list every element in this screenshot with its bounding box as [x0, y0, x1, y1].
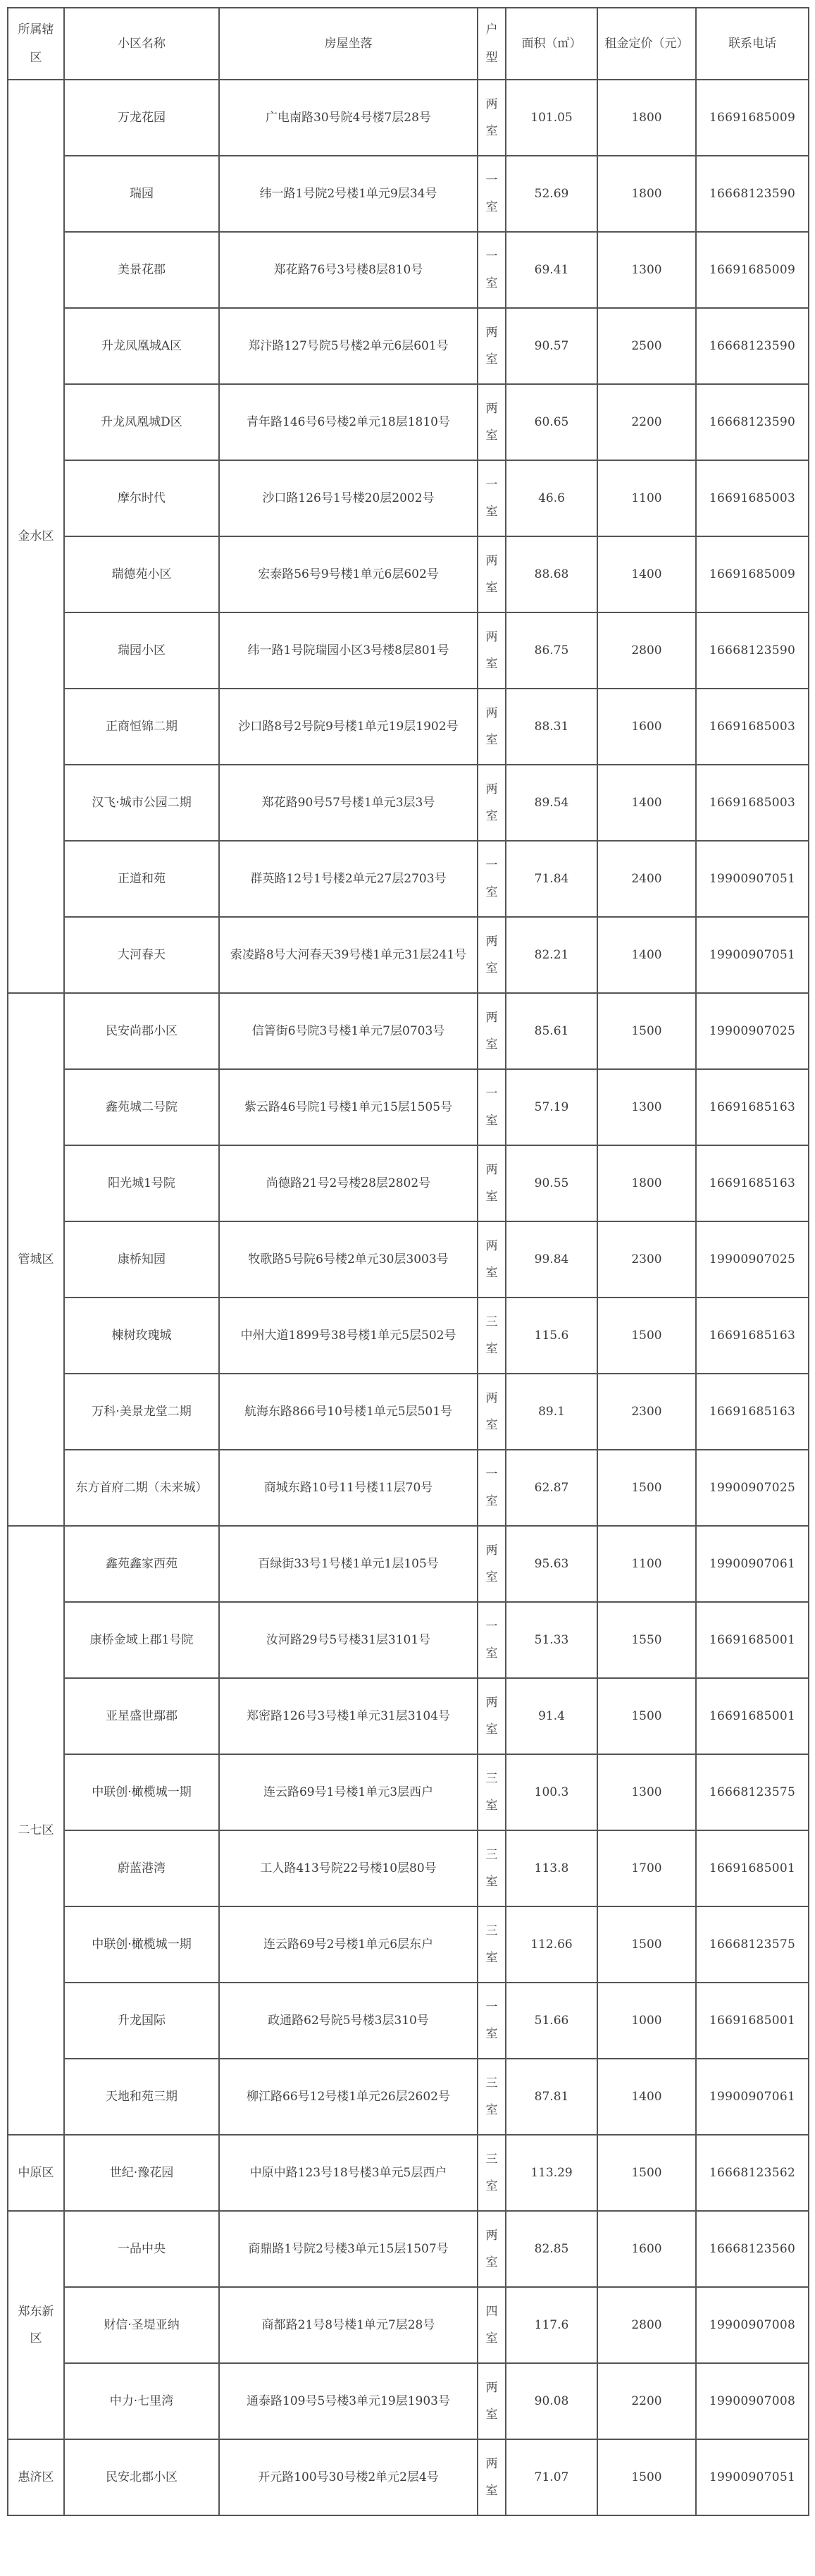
area-cell: 99.84: [506, 1221, 597, 1298]
address-cell: 开元路100号30号楼2单元2层4号: [219, 2439, 478, 2515]
community-cell: 汉飞·城市公园二期: [64, 765, 219, 841]
room-type-cell: 两室: [478, 384, 506, 460]
phone-cell: 16668123590: [696, 384, 809, 460]
area-cell: 89.54: [506, 765, 597, 841]
table-row: [8, 1830, 809, 1906]
room-type-cell: 一室: [478, 232, 506, 308]
address-cell: 郑花路76号3号楼8层810号: [219, 232, 478, 308]
phone-cell: 16668123590: [696, 612, 809, 689]
table-row: [8, 1221, 809, 1298]
rent-cell: 1400: [597, 2059, 696, 2135]
address-cell: 群英路12号1号楼2单元27层2703号: [219, 841, 478, 917]
phone-cell: 16668123590: [696, 308, 809, 384]
table-row: [8, 460, 809, 536]
table-row: [8, 1145, 809, 1221]
area-cell: 90.57: [506, 308, 597, 384]
table-row: [8, 384, 809, 460]
table-row: [8, 308, 809, 384]
address-cell: 纬一路1号院瑞园小区3号楼8层801号: [219, 612, 478, 689]
district-cell: 惠济区: [8, 2439, 64, 2515]
phone-cell: 19900907025: [696, 1450, 809, 1526]
table-row: [8, 1298, 809, 1374]
table-row: [8, 765, 809, 841]
rent-cell: 1500: [597, 993, 696, 1069]
room-type-cell: 两室: [478, 2439, 506, 2515]
address-cell: 汝河路29号5号楼31层3101号: [219, 1602, 478, 1678]
phone-cell: 16668123590: [696, 156, 809, 232]
address-cell: 中原中路123号18号楼3单元5层西户: [219, 2135, 478, 2211]
community-cell: 阳光城1号院: [64, 1145, 219, 1221]
table-row: [8, 232, 809, 308]
community-cell: 瑞园小区: [64, 612, 219, 689]
community-cell: 大河春天: [64, 917, 219, 993]
table-row: [8, 1602, 809, 1678]
address-cell: 商城东路10号11号楼11层70号: [219, 1450, 478, 1526]
header-row: [8, 8, 809, 80]
room-type-cell: 两室: [478, 765, 506, 841]
phone-cell: 16691685163: [696, 1374, 809, 1450]
area-cell: 51.66: [506, 1983, 597, 2059]
rent-cell: 2200: [597, 2363, 696, 2439]
community-cell: 亚星盛世鄢郡: [64, 1678, 219, 1754]
table-row: [8, 2287, 809, 2363]
community-cell: 蔚蓝港湾: [64, 1830, 219, 1906]
area-cell: 87.81: [506, 2059, 597, 2135]
community-cell: 东方首府二期（未来城）: [64, 1450, 219, 1526]
community-cell: 中联创·橄榄城一期: [64, 1906, 219, 1983]
room-type-cell: 一室: [478, 841, 506, 917]
room-type-cell: 两室: [478, 917, 506, 993]
header-community: 小区名称: [64, 8, 219, 80]
room-type-cell: 两室: [478, 536, 506, 612]
phone-cell: 16691685163: [696, 1069, 809, 1145]
rent-cell: 1800: [597, 80, 696, 156]
rent-cell: 2400: [597, 841, 696, 917]
table-row: [8, 993, 809, 1069]
community-cell: 康桥金域上郡1号院: [64, 1602, 219, 1678]
table-row: [8, 917, 809, 993]
phone-cell: 16691685003: [696, 689, 809, 765]
address-cell: 柳江路66号12号楼1单元26层2602号: [219, 2059, 478, 2135]
table-row: [8, 2059, 809, 2135]
area-cell: 82.21: [506, 917, 597, 993]
area-cell: 57.19: [506, 1069, 597, 1145]
community-cell: 民安北郡小区: [64, 2439, 219, 2515]
room-type-cell: 四室: [478, 2287, 506, 2363]
phone-cell: 16668123575: [696, 1906, 809, 1983]
room-type-cell: 两室: [478, 2363, 506, 2439]
room-type-cell: 三室: [478, 1830, 506, 1906]
table-row: [8, 2135, 809, 2211]
rent-cell: 1550: [597, 1602, 696, 1678]
address-cell: 宏泰路56号9号楼1单元6层602号: [219, 536, 478, 612]
header-phone: 联系电话: [696, 8, 809, 80]
rent-cell: 1500: [597, 2439, 696, 2515]
community-cell: 万龙花园: [64, 80, 219, 156]
area-cell: 85.61: [506, 993, 597, 1069]
phone-cell: 19900907051: [696, 2439, 809, 2515]
district-cell: 二七区: [8, 1526, 64, 2135]
table-header: [8, 8, 809, 80]
phone-cell: 19900907025: [696, 1221, 809, 1298]
address-cell: 纬一路1号院2号楼1单元9层34号: [219, 156, 478, 232]
address-cell: 青年路146号6号楼2单元18层1810号: [219, 384, 478, 460]
area-cell: 113.29: [506, 2135, 597, 2211]
rent-cell: 1800: [597, 1145, 696, 1221]
rent-cell: 2200: [597, 384, 696, 460]
address-cell: 商都路21号8号楼1单元7层28号: [219, 2287, 478, 2363]
community-cell: 一品中央: [64, 2211, 219, 2287]
area-cell: 95.63: [506, 1526, 597, 1602]
phone-cell: 16691685009: [696, 536, 809, 612]
header-address: 房屋坐落: [219, 8, 478, 80]
area-cell: 82.85: [506, 2211, 597, 2287]
phone-cell: 16691685003: [696, 765, 809, 841]
table-row: [8, 156, 809, 232]
table-row: [8, 2211, 809, 2287]
area-cell: 112.66: [506, 1906, 597, 1983]
area-cell: 71.07: [506, 2439, 597, 2515]
rent-cell: 1800: [597, 156, 696, 232]
room-type-cell: 三室: [478, 1906, 506, 1983]
phone-cell: 16691685001: [696, 1983, 809, 2059]
phone-cell: 16668123560: [696, 2211, 809, 2287]
community-cell: 鑫苑城二号院: [64, 1069, 219, 1145]
room-type-cell: 两室: [478, 308, 506, 384]
phone-cell: 16668123575: [696, 1754, 809, 1830]
room-type-cell: 两室: [478, 1526, 506, 1602]
community-cell: 中力·七里湾: [64, 2363, 219, 2439]
rent-cell: 2800: [597, 612, 696, 689]
area-cell: 60.65: [506, 384, 597, 460]
phone-cell: 19900907008: [696, 2363, 809, 2439]
phone-cell: 16691685009: [696, 80, 809, 156]
room-type-cell: 三室: [478, 1754, 506, 1830]
community-cell: 财信·圣堤亚纳: [64, 2287, 219, 2363]
room-type-cell: 两室: [478, 1374, 506, 1450]
area-cell: 91.4: [506, 1678, 597, 1754]
table-row: [8, 536, 809, 612]
phone-cell: 19900907051: [696, 841, 809, 917]
address-cell: 连云路69号1号楼1单元3层西户: [219, 1754, 478, 1830]
address-cell: 通泰路109号5号楼3单元19层1903号: [219, 2363, 478, 2439]
area-cell: 90.08: [506, 2363, 597, 2439]
rent-cell: 1500: [597, 1450, 696, 1526]
rent-cell: 1000: [597, 1983, 696, 2059]
address-cell: 广电南路30号院4号楼7层28号: [219, 80, 478, 156]
community-cell: 正道和苑: [64, 841, 219, 917]
room-type-cell: 一室: [478, 1983, 506, 2059]
area-cell: 88.31: [506, 689, 597, 765]
phone-cell: 19900907025: [696, 993, 809, 1069]
rent-cell: 1100: [597, 460, 696, 536]
community-cell: 世纪·豫花园: [64, 2135, 219, 2211]
table-row: [8, 2363, 809, 2439]
area-cell: 52.69: [506, 156, 597, 232]
community-cell: 瑞德苑小区: [64, 536, 219, 612]
area-cell: 46.6: [506, 460, 597, 536]
rent-cell: 1600: [597, 689, 696, 765]
phone-cell: 16691685001: [696, 1830, 809, 1906]
table-body: [8, 80, 809, 2515]
table-row: [8, 2439, 809, 2515]
address-cell: 连云路69号2号楼1单元6层东户: [219, 1906, 478, 1983]
rent-cell: 2800: [597, 2287, 696, 2363]
room-type-cell: 两室: [478, 689, 506, 765]
rent-cell: 1700: [597, 1830, 696, 1906]
area-cell: 90.55: [506, 1145, 597, 1221]
room-type-cell: 两室: [478, 1145, 506, 1221]
area-cell: 89.1: [506, 1374, 597, 1450]
rent-cell: 1500: [597, 2135, 696, 2211]
area-cell: 117.6: [506, 2287, 597, 2363]
rent-cell: 1500: [597, 1906, 696, 1983]
room-type-cell: 两室: [478, 2211, 506, 2287]
room-type-cell: 一室: [478, 1602, 506, 1678]
phone-cell: 16691685163: [696, 1145, 809, 1221]
room-type-cell: 一室: [478, 1450, 506, 1526]
address-cell: 尚德路21号2号楼28层2802号: [219, 1145, 478, 1221]
area-cell: 51.33: [506, 1602, 597, 1678]
address-cell: 沙口路126号1号楼20层2002号: [219, 460, 478, 536]
room-type-cell: 一室: [478, 1069, 506, 1145]
room-type-cell: 两室: [478, 80, 506, 156]
table-row: [8, 841, 809, 917]
phone-cell: 19900907061: [696, 2059, 809, 2135]
area-cell: 115.6: [506, 1298, 597, 1374]
rent-cell: 1400: [597, 765, 696, 841]
phone-cell: 16691685163: [696, 1298, 809, 1374]
table-row: [8, 1374, 809, 1450]
room-type-cell: 三室: [478, 2059, 506, 2135]
address-cell: 紫云路46号院1号楼1单元15层1505号: [219, 1069, 478, 1145]
rent-cell: 1400: [597, 536, 696, 612]
area-cell: 100.3: [506, 1754, 597, 1830]
area-cell: 69.41: [506, 232, 597, 308]
phone-cell: 16691685001: [696, 1678, 809, 1754]
community-cell: 摩尔时代: [64, 460, 219, 536]
district-cell: 中原区: [8, 2135, 64, 2211]
address-cell: 牧歌路5号院6号楼2单元30层3003号: [219, 1221, 478, 1298]
district-cell: 郑东新区: [8, 2211, 64, 2439]
table-row: [8, 612, 809, 689]
rent-cell: 1600: [597, 2211, 696, 2287]
community-cell: 鑫苑鑫家西苑: [64, 1526, 219, 1602]
room-type-cell: 两室: [478, 1221, 506, 1298]
header-district: 所属辖区: [8, 8, 64, 80]
rent-cell: 2300: [597, 1374, 696, 1450]
district-cell: 管城区: [8, 993, 64, 1526]
address-cell: 郑密路126号3号楼1单元31层3104号: [219, 1678, 478, 1754]
phone-cell: 19900907008: [696, 2287, 809, 2363]
table-row: [8, 80, 809, 156]
community-cell: 天地和苑三期: [64, 2059, 219, 2135]
area-cell: 71.84: [506, 841, 597, 917]
room-type-cell: 三室: [478, 2135, 506, 2211]
address-cell: 郑花路90号57号楼1单元3层3号: [219, 765, 478, 841]
phone-cell: 16691685009: [696, 232, 809, 308]
community-cell: 康桥知园: [64, 1221, 219, 1298]
table-row: [8, 1450, 809, 1526]
community-cell: 正商恒锦二期: [64, 689, 219, 765]
community-cell: 万科·美景龙堂二期: [64, 1374, 219, 1450]
community-cell: 瑞园: [64, 156, 219, 232]
community-cell: 民安尚郡小区: [64, 993, 219, 1069]
rent-cell: 2500: [597, 308, 696, 384]
phone-cell: 16691685003: [696, 460, 809, 536]
community-cell: 楝树玫瑰城: [64, 1298, 219, 1374]
phone-cell: 16668123562: [696, 2135, 809, 2211]
area-cell: 101.05: [506, 80, 597, 156]
area-cell: 113.8: [506, 1830, 597, 1906]
area-cell: 86.75: [506, 612, 597, 689]
area-cell: 62.87: [506, 1450, 597, 1526]
room-type-cell: 一室: [478, 460, 506, 536]
table-row: [8, 1906, 809, 1983]
community-cell: 升龙凤凰城A区: [64, 308, 219, 384]
community-cell: 中联创·橄榄城一期: [64, 1754, 219, 1830]
address-cell: 商鼎路1号院2号楼3单元15层1507号: [219, 2211, 478, 2287]
address-cell: 百绿街33号1号楼1单元1层105号: [219, 1526, 478, 1602]
table-row: [8, 1754, 809, 1830]
rent-cell: 1300: [597, 1754, 696, 1830]
area-cell: 88.68: [506, 536, 597, 612]
table-row: [8, 1678, 809, 1754]
room-type-cell: 两室: [478, 993, 506, 1069]
table-row: [8, 1983, 809, 2059]
room-type-cell: 两室: [478, 1678, 506, 1754]
address-cell: 索凌路8号大河春天39号楼1单元31层241号: [219, 917, 478, 993]
rent-cell: 1300: [597, 1069, 696, 1145]
community-cell: 升龙凤凰城D区: [64, 384, 219, 460]
header-type: 户型: [478, 8, 506, 80]
room-type-cell: 两室: [478, 612, 506, 689]
address-cell: 工人路413号院22号楼10层80号: [219, 1830, 478, 1906]
room-type-cell: 一室: [478, 156, 506, 232]
address-cell: 政通路62号院5号楼3层310号: [219, 1983, 478, 2059]
room-type-cell: 三室: [478, 1298, 506, 1374]
phone-cell: 16691685001: [696, 1602, 809, 1678]
address-cell: 郑汴路127号院5号楼2单元6层601号: [219, 308, 478, 384]
community-cell: 升龙国际: [64, 1983, 219, 2059]
header-area: 面积（㎡）: [506, 8, 597, 80]
rent-cell: 1100: [597, 1526, 696, 1602]
rent-cell: 1300: [597, 232, 696, 308]
phone-cell: 19900907061: [696, 1526, 809, 1602]
address-cell: 信箐街6号院3号楼1单元7层0703号: [219, 993, 478, 1069]
address-cell: 沙口路8号2号院9号楼1单元19层1902号: [219, 689, 478, 765]
address-cell: 航海东路866号10号楼1单元5层501号: [219, 1374, 478, 1450]
header-rent: 租金定价（元）: [597, 8, 696, 80]
address-cell: 中州大道1899号38号楼1单元5层502号: [219, 1298, 478, 1374]
table-row: [8, 689, 809, 765]
rent-cell: 1400: [597, 917, 696, 993]
rent-cell: 1500: [597, 1678, 696, 1754]
rent-cell: 2300: [597, 1221, 696, 1298]
community-cell: 美景花郡: [64, 232, 219, 308]
district-cell: 金水区: [8, 80, 64, 993]
rental-listing-table: [7, 7, 809, 2516]
rent-cell: 1500: [597, 1298, 696, 1374]
table-row: [8, 1069, 809, 1145]
phone-cell: 19900907051: [696, 917, 809, 993]
table-row: [8, 1526, 809, 1602]
